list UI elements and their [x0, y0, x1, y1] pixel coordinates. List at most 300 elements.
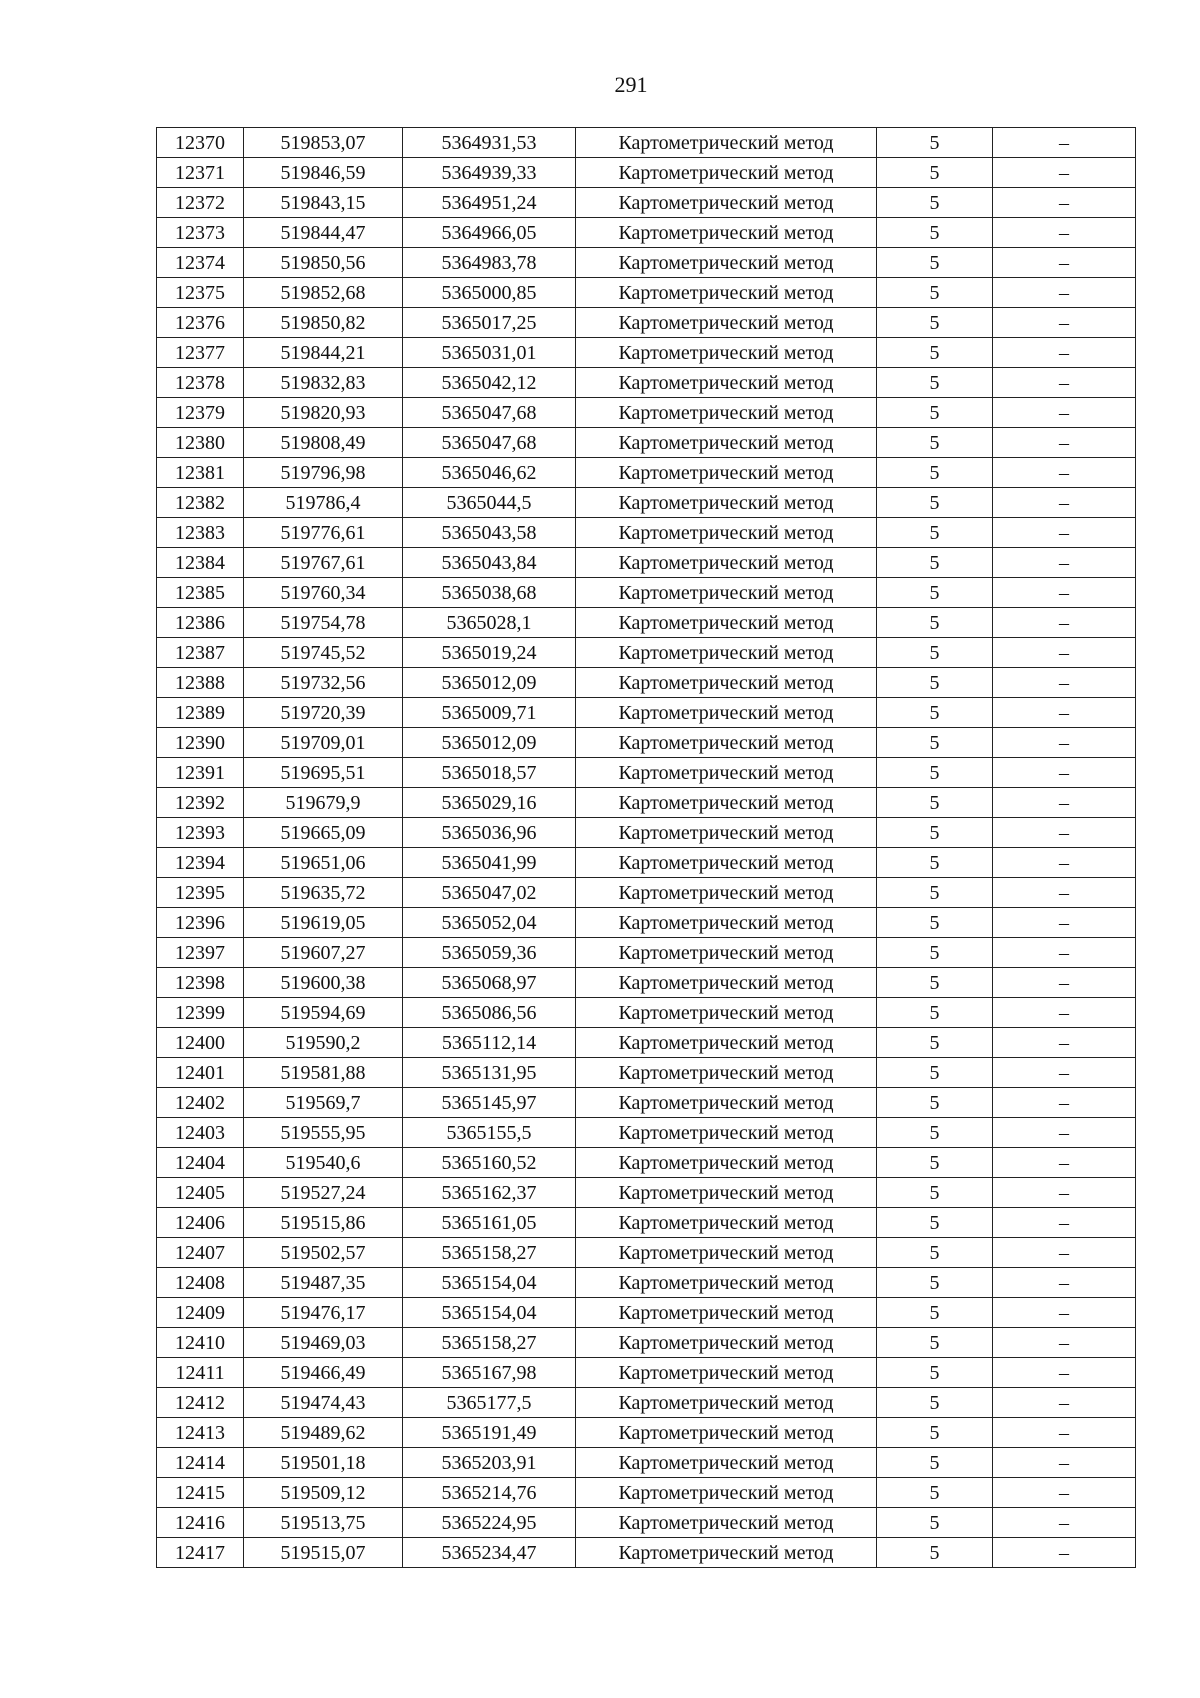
- x-coordinate-cell: 519796,98: [244, 458, 403, 488]
- table-row: [157, 158, 1136, 188]
- point-number-cell: 12403: [157, 1118, 244, 1148]
- description-cell: –: [993, 518, 1136, 548]
- point-number-cell: 12397: [157, 938, 244, 968]
- description-cell: –: [993, 1538, 1136, 1568]
- y-coordinate-cell: 5365145,97: [403, 1088, 576, 1118]
- point-number-cell: 12373: [157, 218, 244, 248]
- point-number-cell: 12393: [157, 818, 244, 848]
- table-row: [157, 338, 1136, 368]
- accuracy-cell: 5: [877, 638, 993, 668]
- method-cell: Картометрический метод: [576, 908, 877, 938]
- table-row: [157, 1028, 1136, 1058]
- table-row: [157, 1238, 1136, 1268]
- accuracy-cell: 5: [877, 1418, 993, 1448]
- method-cell: Картометрический метод: [576, 938, 877, 968]
- point-number-cell: 12417: [157, 1538, 244, 1568]
- description-cell: –: [993, 1358, 1136, 1388]
- table-row: [157, 128, 1136, 158]
- description-cell: –: [993, 1388, 1136, 1418]
- y-coordinate-cell: 5365017,25: [403, 308, 576, 338]
- accuracy-cell: 5: [877, 248, 993, 278]
- method-cell: Картометрический метод: [576, 1238, 877, 1268]
- method-cell: Картометрический метод: [576, 818, 877, 848]
- accuracy-cell: 5: [877, 548, 993, 578]
- y-coordinate-cell: 5365162,37: [403, 1178, 576, 1208]
- table-row: [157, 1388, 1136, 1418]
- description-cell: –: [993, 1238, 1136, 1268]
- description-cell: –: [993, 1028, 1136, 1058]
- method-cell: Картометрический метод: [576, 548, 877, 578]
- description-cell: –: [993, 668, 1136, 698]
- point-number-cell: 12375: [157, 278, 244, 308]
- x-coordinate-cell: 519843,15: [244, 188, 403, 218]
- point-number-cell: 12392: [157, 788, 244, 818]
- method-cell: Картометрический метод: [576, 998, 877, 1028]
- method-cell: Картометрический метод: [576, 758, 877, 788]
- accuracy-cell: 5: [877, 908, 993, 938]
- method-cell: Картометрический метод: [576, 458, 877, 488]
- description-cell: –: [993, 1208, 1136, 1238]
- y-coordinate-cell: 5365019,24: [403, 638, 576, 668]
- description-cell: –: [993, 1478, 1136, 1508]
- point-number-cell: 12382: [157, 488, 244, 518]
- x-coordinate-cell: 519635,72: [244, 878, 403, 908]
- point-number-cell: 12376: [157, 308, 244, 338]
- description-cell: –: [993, 458, 1136, 488]
- method-cell: Картометрический метод: [576, 1178, 877, 1208]
- description-cell: –: [993, 848, 1136, 878]
- y-coordinate-cell: 5365059,36: [403, 938, 576, 968]
- y-coordinate-cell: 5365046,62: [403, 458, 576, 488]
- point-number-cell: 12383: [157, 518, 244, 548]
- y-coordinate-cell: 5365042,12: [403, 368, 576, 398]
- x-coordinate-cell: 519555,95: [244, 1118, 403, 1148]
- description-cell: –: [993, 428, 1136, 458]
- accuracy-cell: 5: [877, 698, 993, 728]
- description-cell: –: [993, 1328, 1136, 1358]
- y-coordinate-cell: 5365167,98: [403, 1358, 576, 1388]
- coordinates-table: [156, 127, 1136, 1568]
- y-coordinate-cell: 5365052,04: [403, 908, 576, 938]
- description-cell: –: [993, 608, 1136, 638]
- point-number-cell: 12384: [157, 548, 244, 578]
- table-row: [157, 728, 1136, 758]
- accuracy-cell: 5: [877, 308, 993, 338]
- point-number-cell: 12386: [157, 608, 244, 638]
- point-number-cell: 12372: [157, 188, 244, 218]
- accuracy-cell: 5: [877, 1478, 993, 1508]
- accuracy-cell: 5: [877, 188, 993, 218]
- method-cell: Картометрический метод: [576, 368, 877, 398]
- x-coordinate-cell: 519665,09: [244, 818, 403, 848]
- x-coordinate-cell: 519502,57: [244, 1238, 403, 1268]
- table-row: [157, 278, 1136, 308]
- x-coordinate-cell: 519754,78: [244, 608, 403, 638]
- method-cell: Картометрический метод: [576, 308, 877, 338]
- y-coordinate-cell: 5365177,5: [403, 1388, 576, 1418]
- description-cell: –: [993, 1448, 1136, 1478]
- point-number-cell: 12413: [157, 1418, 244, 1448]
- y-coordinate-cell: 5365203,91: [403, 1448, 576, 1478]
- point-number-cell: 12415: [157, 1478, 244, 1508]
- description-cell: –: [993, 398, 1136, 428]
- method-cell: Картометрический метод: [576, 1118, 877, 1148]
- table-row: [157, 188, 1136, 218]
- method-cell: Картометрический метод: [576, 158, 877, 188]
- method-cell: Картометрический метод: [576, 728, 877, 758]
- point-number-cell: 12416: [157, 1508, 244, 1538]
- description-cell: –: [993, 578, 1136, 608]
- accuracy-cell: 5: [877, 848, 993, 878]
- x-coordinate-cell: 519850,82: [244, 308, 403, 338]
- accuracy-cell: 5: [877, 968, 993, 998]
- table-row: [157, 1148, 1136, 1178]
- y-coordinate-cell: 5365036,96: [403, 818, 576, 848]
- x-coordinate-cell: 519808,49: [244, 428, 403, 458]
- x-coordinate-cell: 519767,61: [244, 548, 403, 578]
- method-cell: Картометрический метод: [576, 1268, 877, 1298]
- point-number-cell: 12404: [157, 1148, 244, 1178]
- method-cell: Картометрический метод: [576, 1478, 877, 1508]
- point-number-cell: 12390: [157, 728, 244, 758]
- accuracy-cell: 5: [877, 278, 993, 308]
- y-coordinate-cell: 5365044,5: [403, 488, 576, 518]
- table-row: [157, 758, 1136, 788]
- x-coordinate-cell: 519590,2: [244, 1028, 403, 1058]
- y-coordinate-cell: 5365018,57: [403, 758, 576, 788]
- y-coordinate-cell: 5365043,58: [403, 518, 576, 548]
- method-cell: Картометрический метод: [576, 218, 877, 248]
- accuracy-cell: 5: [877, 1058, 993, 1088]
- accuracy-cell: 5: [877, 998, 993, 1028]
- description-cell: –: [993, 338, 1136, 368]
- x-coordinate-cell: 519720,39: [244, 698, 403, 728]
- method-cell: Картометрический метод: [576, 578, 877, 608]
- x-coordinate-cell: 519474,43: [244, 1388, 403, 1418]
- accuracy-cell: 5: [877, 338, 993, 368]
- x-coordinate-cell: 519540,6: [244, 1148, 403, 1178]
- accuracy-cell: 5: [877, 1508, 993, 1538]
- table-row: [157, 668, 1136, 698]
- method-cell: Картометрический метод: [576, 878, 877, 908]
- y-coordinate-cell: 5365047,68: [403, 398, 576, 428]
- table-row: [157, 458, 1136, 488]
- x-coordinate-cell: 519619,05: [244, 908, 403, 938]
- point-number-cell: 12380: [157, 428, 244, 458]
- x-coordinate-cell: 519469,03: [244, 1328, 403, 1358]
- description-cell: –: [993, 1058, 1136, 1088]
- description-cell: –: [993, 218, 1136, 248]
- table-body: [157, 128, 1136, 1568]
- accuracy-cell: 5: [877, 1328, 993, 1358]
- x-coordinate-cell: 519832,83: [244, 368, 403, 398]
- accuracy-cell: 5: [877, 728, 993, 758]
- y-coordinate-cell: 5365161,05: [403, 1208, 576, 1238]
- table-row: [157, 1478, 1136, 1508]
- accuracy-cell: 5: [877, 758, 993, 788]
- y-coordinate-cell: 5365154,04: [403, 1268, 576, 1298]
- description-cell: –: [993, 1268, 1136, 1298]
- description-cell: –: [993, 1088, 1136, 1118]
- x-coordinate-cell: 519607,27: [244, 938, 403, 968]
- accuracy-cell: 5: [877, 458, 993, 488]
- y-coordinate-cell: 5365155,5: [403, 1118, 576, 1148]
- y-coordinate-cell: 5365047,68: [403, 428, 576, 458]
- description-cell: –: [993, 728, 1136, 758]
- table-row: [157, 1178, 1136, 1208]
- accuracy-cell: 5: [877, 788, 993, 818]
- table-row: [157, 578, 1136, 608]
- point-number-cell: 12407: [157, 1238, 244, 1268]
- method-cell: Картометрический метод: [576, 848, 877, 878]
- table-row: [157, 1058, 1136, 1088]
- y-coordinate-cell: 5365068,97: [403, 968, 576, 998]
- accuracy-cell: 5: [877, 818, 993, 848]
- accuracy-cell: 5: [877, 1448, 993, 1478]
- point-number-cell: 12411: [157, 1358, 244, 1388]
- method-cell: Картометрический метод: [576, 338, 877, 368]
- point-number-cell: 12371: [157, 158, 244, 188]
- point-number-cell: 12398: [157, 968, 244, 998]
- description-cell: –: [993, 1178, 1136, 1208]
- description-cell: –: [993, 698, 1136, 728]
- x-coordinate-cell: 519786,4: [244, 488, 403, 518]
- point-number-cell: 12374: [157, 248, 244, 278]
- method-cell: Картометрический метод: [576, 1508, 877, 1538]
- accuracy-cell: 5: [877, 1358, 993, 1388]
- accuracy-cell: 5: [877, 1238, 993, 1268]
- method-cell: Картометрический метод: [576, 1148, 877, 1178]
- table-row: [157, 1118, 1136, 1148]
- table-row: [157, 218, 1136, 248]
- method-cell: Картометрический метод: [576, 1088, 877, 1118]
- method-cell: Картометрический метод: [576, 248, 877, 278]
- accuracy-cell: 5: [877, 1538, 993, 1568]
- method-cell: Картометрический метод: [576, 1298, 877, 1328]
- point-number-cell: 12394: [157, 848, 244, 878]
- table-row: [157, 488, 1136, 518]
- y-coordinate-cell: 5365158,27: [403, 1238, 576, 1268]
- y-coordinate-cell: 5365224,95: [403, 1508, 576, 1538]
- method-cell: Картометрический метод: [576, 1328, 877, 1358]
- description-cell: –: [993, 158, 1136, 188]
- x-coordinate-cell: 519846,59: [244, 158, 403, 188]
- point-number-cell: 12391: [157, 758, 244, 788]
- table-row: [157, 878, 1136, 908]
- table-row: [157, 1298, 1136, 1328]
- point-number-cell: 12402: [157, 1088, 244, 1118]
- accuracy-cell: 5: [877, 158, 993, 188]
- method-cell: Картометрический метод: [576, 1058, 877, 1088]
- description-cell: –: [993, 938, 1136, 968]
- x-coordinate-cell: 519760,34: [244, 578, 403, 608]
- accuracy-cell: 5: [877, 668, 993, 698]
- point-number-cell: 12401: [157, 1058, 244, 1088]
- y-coordinate-cell: 5365038,68: [403, 578, 576, 608]
- table-row: [157, 998, 1136, 1028]
- x-coordinate-cell: 519732,56: [244, 668, 403, 698]
- table-row: [157, 1418, 1136, 1448]
- table-row: [157, 248, 1136, 278]
- table-row: [157, 1538, 1136, 1568]
- point-number-cell: 12395: [157, 878, 244, 908]
- point-number-cell: 12405: [157, 1178, 244, 1208]
- accuracy-cell: 5: [877, 1388, 993, 1418]
- x-coordinate-cell: 519695,51: [244, 758, 403, 788]
- point-number-cell: 12370: [157, 128, 244, 158]
- y-coordinate-cell: 5364939,33: [403, 158, 576, 188]
- method-cell: Картометрический метод: [576, 698, 877, 728]
- accuracy-cell: 5: [877, 1208, 993, 1238]
- method-cell: Картометрический метод: [576, 1358, 877, 1388]
- y-coordinate-cell: 5365012,09: [403, 728, 576, 758]
- description-cell: –: [993, 788, 1136, 818]
- accuracy-cell: 5: [877, 368, 993, 398]
- point-number-cell: 12399: [157, 998, 244, 1028]
- table-row: [157, 698, 1136, 728]
- description-cell: –: [993, 1118, 1136, 1148]
- page-number: 291: [614, 72, 648, 97]
- y-coordinate-cell: 5365012,09: [403, 668, 576, 698]
- table-row: [157, 308, 1136, 338]
- method-cell: Картометрический метод: [576, 128, 877, 158]
- y-coordinate-cell: 5365234,47: [403, 1538, 576, 1568]
- y-coordinate-cell: 5365041,99: [403, 848, 576, 878]
- x-coordinate-cell: 519489,62: [244, 1418, 403, 1448]
- x-coordinate-cell: 519844,47: [244, 218, 403, 248]
- x-coordinate-cell: 519776,61: [244, 518, 403, 548]
- y-coordinate-cell: 5365160,52: [403, 1148, 576, 1178]
- x-coordinate-cell: 519487,35: [244, 1268, 403, 1298]
- accuracy-cell: 5: [877, 428, 993, 458]
- method-cell: Картометрический метод: [576, 668, 877, 698]
- x-coordinate-cell: 519850,56: [244, 248, 403, 278]
- description-cell: –: [993, 1508, 1136, 1538]
- description-cell: –: [993, 818, 1136, 848]
- point-number-cell: 12396: [157, 908, 244, 938]
- method-cell: Картометрический метод: [576, 1388, 877, 1418]
- x-coordinate-cell: 519852,68: [244, 278, 403, 308]
- point-number-cell: 12406: [157, 1208, 244, 1238]
- x-coordinate-cell: 519515,86: [244, 1208, 403, 1238]
- description-cell: –: [993, 128, 1136, 158]
- accuracy-cell: 5: [877, 938, 993, 968]
- x-coordinate-cell: 519651,06: [244, 848, 403, 878]
- description-cell: –: [993, 278, 1136, 308]
- y-coordinate-cell: 5365031,01: [403, 338, 576, 368]
- method-cell: Картометрический метод: [576, 968, 877, 998]
- description-cell: –: [993, 488, 1136, 518]
- accuracy-cell: 5: [877, 1178, 993, 1208]
- point-number-cell: 12381: [157, 458, 244, 488]
- x-coordinate-cell: 519844,21: [244, 338, 403, 368]
- table-row: [157, 848, 1136, 878]
- table-row: [157, 1358, 1136, 1388]
- y-coordinate-cell: 5365158,27: [403, 1328, 576, 1358]
- table-row: [157, 818, 1136, 848]
- table-row: [157, 608, 1136, 638]
- method-cell: Картометрический метод: [576, 788, 877, 818]
- description-cell: –: [993, 758, 1136, 788]
- accuracy-cell: 5: [877, 1298, 993, 1328]
- description-cell: –: [993, 368, 1136, 398]
- description-cell: –: [993, 878, 1136, 908]
- y-coordinate-cell: 5365000,85: [403, 278, 576, 308]
- method-cell: Картометрический метод: [576, 1418, 877, 1448]
- y-coordinate-cell: 5364983,78: [403, 248, 576, 278]
- y-coordinate-cell: 5365029,16: [403, 788, 576, 818]
- accuracy-cell: 5: [877, 1148, 993, 1178]
- y-coordinate-cell: 5365131,95: [403, 1058, 576, 1088]
- x-coordinate-cell: 519513,75: [244, 1508, 403, 1538]
- table-row: [157, 1448, 1136, 1478]
- table-row: [157, 398, 1136, 428]
- table-row: [157, 1268, 1136, 1298]
- method-cell: Картометрический метод: [576, 398, 877, 428]
- x-coordinate-cell: 519820,93: [244, 398, 403, 428]
- method-cell: Картометрический метод: [576, 1028, 877, 1058]
- method-cell: Картометрический метод: [576, 278, 877, 308]
- x-coordinate-cell: 519745,52: [244, 638, 403, 668]
- method-cell: Картометрический метод: [576, 1538, 877, 1568]
- accuracy-cell: 5: [877, 398, 993, 428]
- point-number-cell: 12412: [157, 1388, 244, 1418]
- table-row: [157, 428, 1136, 458]
- description-cell: –: [993, 1298, 1136, 1328]
- y-coordinate-cell: 5365214,76: [403, 1478, 576, 1508]
- accuracy-cell: 5: [877, 128, 993, 158]
- accuracy-cell: 5: [877, 1268, 993, 1298]
- x-coordinate-cell: 519709,01: [244, 728, 403, 758]
- y-coordinate-cell: 5365086,56: [403, 998, 576, 1028]
- table-row: [157, 518, 1136, 548]
- description-cell: –: [993, 188, 1136, 218]
- y-coordinate-cell: 5364966,05: [403, 218, 576, 248]
- point-number-cell: 12410: [157, 1328, 244, 1358]
- x-coordinate-cell: 519569,7: [244, 1088, 403, 1118]
- accuracy-cell: 5: [877, 608, 993, 638]
- point-number-cell: 12400: [157, 1028, 244, 1058]
- description-cell: –: [993, 998, 1136, 1028]
- table-row: [157, 1508, 1136, 1538]
- accuracy-cell: 5: [877, 1028, 993, 1058]
- x-coordinate-cell: 519501,18: [244, 1448, 403, 1478]
- table-row: [157, 938, 1136, 968]
- x-coordinate-cell: 519679,9: [244, 788, 403, 818]
- accuracy-cell: 5: [877, 518, 993, 548]
- method-cell: Картометрический метод: [576, 518, 877, 548]
- x-coordinate-cell: 519527,24: [244, 1178, 403, 1208]
- method-cell: Картометрический метод: [576, 1448, 877, 1478]
- x-coordinate-cell: 519594,69: [244, 998, 403, 1028]
- point-number-cell: 12378: [157, 368, 244, 398]
- method-cell: Картометрический метод: [576, 488, 877, 518]
- accuracy-cell: 5: [877, 878, 993, 908]
- x-coordinate-cell: 519476,17: [244, 1298, 403, 1328]
- point-number-cell: 12409: [157, 1298, 244, 1328]
- description-cell: –: [993, 908, 1136, 938]
- y-coordinate-cell: 5365043,84: [403, 548, 576, 578]
- table-row: [157, 788, 1136, 818]
- y-coordinate-cell: 5365154,04: [403, 1298, 576, 1328]
- table-row: [157, 548, 1136, 578]
- x-coordinate-cell: 519515,07: [244, 1538, 403, 1568]
- point-number-cell: 12387: [157, 638, 244, 668]
- x-coordinate-cell: 519600,38: [244, 968, 403, 998]
- method-cell: Картометрический метод: [576, 188, 877, 218]
- method-cell: Картометрический метод: [576, 428, 877, 458]
- x-coordinate-cell: 519853,07: [244, 128, 403, 158]
